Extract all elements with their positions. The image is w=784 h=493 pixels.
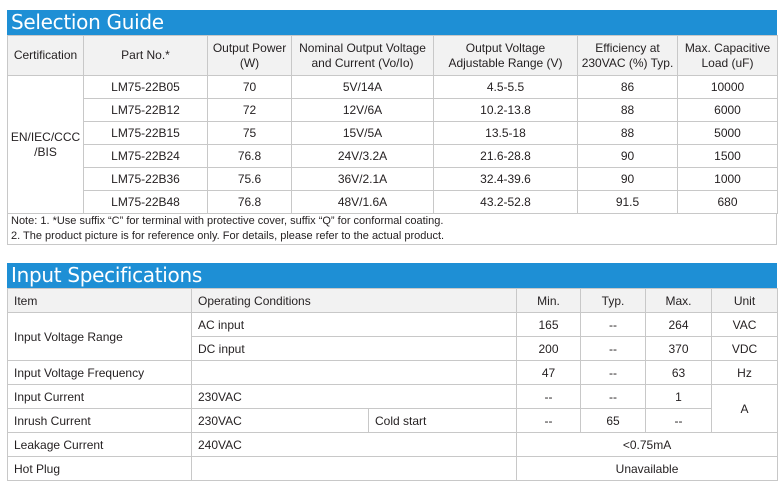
min-value: -- [517,385,581,409]
capacitive-load: 5000 [678,122,778,145]
max-value: 264 [646,313,712,337]
typ-value: 65 [581,409,646,433]
adjustable-range: 43.2-52.8 [434,191,578,214]
part-no: LM75-22B12 [84,99,208,122]
header-conditions: Operating Conditions [192,289,517,313]
part-no: LM75-22B48 [84,191,208,214]
table-row [8,313,778,337]
table-row [8,433,778,457]
header-typ: Typ. [581,289,646,313]
adjustable-range: 13.5-18 [434,122,578,145]
typ-value: -- [581,361,646,385]
item-input-voltage-range: Input Voltage Range [8,313,192,361]
adjustable-range: 4.5-5.5 [434,76,578,99]
efficiency: 88 [578,99,678,122]
selection-guide-section [7,10,777,245]
table-row [8,385,778,409]
table-row [8,145,778,168]
item-leakage-current: Leakage Current [8,433,192,457]
sub-condition: Cold start [369,409,517,433]
max-value: 63 [646,361,712,385]
efficiency: 90 [578,145,678,168]
condition: DC input [192,337,517,361]
part-no: LM75-22B15 [84,122,208,145]
header-output-power: Output Power (W) [208,36,292,76]
table-row [8,122,778,145]
capacitive-load: 1500 [678,145,778,168]
value: Unavailable [517,457,778,481]
min-value: 165 [517,313,581,337]
item-inrush-current: Inrush Current [8,409,192,433]
efficiency: 91.5 [578,191,678,214]
table-row [8,99,778,122]
header-nominal-output: Nominal Output Voltage and Current (Vo/Io) [292,36,434,76]
output-power: 72 [208,99,292,122]
typ-value: -- [581,313,646,337]
output-power: 76.8 [208,191,292,214]
nominal-output: 36V/2.1A [292,168,434,191]
item-hot-plug: Hot Plug [8,457,192,481]
min-value: 47 [517,361,581,385]
part-no: LM75-22B24 [84,145,208,168]
header-min: Min. [517,289,581,313]
nominal-output: 12V/6A [292,99,434,122]
table-row [8,409,778,433]
item-input-voltage-frequency: Input Voltage Frequency [8,361,192,385]
output-power: 75.6 [208,168,292,191]
table-header-row [8,289,778,313]
note-line-1: Note: 1. *Use suffix “C” for terminal with protective cover, suffix “Q” for conformal coating. [7,214,777,229]
output-power: 70 [208,76,292,99]
typ-value: -- [581,385,646,409]
nominal-output: 24V/3.2A [292,145,434,168]
table-row [8,168,778,191]
capacitive-load: 1000 [678,168,778,191]
efficiency: 90 [578,168,678,191]
unit-value: VDC [712,337,778,361]
header-unit: Unit [712,289,778,313]
table-row [8,361,778,385]
nominal-output: 15V/5A [292,122,434,145]
header-part-no: Part No.* [84,36,208,76]
capacitive-load: 10000 [678,76,778,99]
value: <0.75mA [517,433,778,457]
max-value: 1 [646,385,712,409]
condition: 240VAC [192,433,517,457]
header-max: Max. [646,289,712,313]
input-specifications-title: Input Specifications [7,263,777,288]
unit-value: Hz [712,361,778,385]
table-row [8,191,778,214]
note-line-2: 2. The product picture is for reference only. For details, please refer to the actual product. [7,229,777,245]
min-value: 200 [517,337,581,361]
capacitive-load: 680 [678,191,778,214]
max-value: -- [646,409,712,433]
item-input-current: Input Current [8,385,192,409]
header-efficiency: Efficiency at 230VAC (%) Typ. [578,36,678,76]
output-power: 75 [208,122,292,145]
unit-value: A [712,385,778,433]
certification-cell: EN/IEC/CCC /BIS [8,76,84,214]
table-row [8,457,778,481]
max-value: 370 [646,337,712,361]
selection-guide-table [7,35,778,214]
min-value: -- [517,409,581,433]
part-no: LM75-22B36 [84,168,208,191]
header-capacitive-load: Max. Capacitive Load (uF) [678,36,778,76]
unit-value: VAC [712,313,778,337]
header-item: Item [8,289,192,313]
nominal-output: 48V/1.6A [292,191,434,214]
output-power: 76.8 [208,145,292,168]
part-no: LM75-22B05 [84,76,208,99]
input-specifications-table [7,288,778,481]
adjustable-range: 10.2-13.8 [434,99,578,122]
condition: 230VAC [192,409,369,433]
input-specifications-section [7,263,777,481]
notes [7,214,777,245]
selection-guide-title: Selection Guide [7,10,777,35]
table-row [8,76,778,99]
header-adjustable-range: Output Voltage Adjustable Range (V) [434,36,578,76]
header-certification: Certification [8,36,84,76]
efficiency: 86 [578,76,678,99]
typ-value: -- [581,337,646,361]
adjustable-range: 32.4-39.6 [434,168,578,191]
capacitive-load: 6000 [678,99,778,122]
condition [192,361,517,385]
table-header-row [8,36,778,76]
adjustable-range: 21.6-28.8 [434,145,578,168]
condition: 230VAC [192,385,517,409]
nominal-output: 5V/14A [292,76,434,99]
condition [192,457,517,481]
condition: AC input [192,313,517,337]
efficiency: 88 [578,122,678,145]
